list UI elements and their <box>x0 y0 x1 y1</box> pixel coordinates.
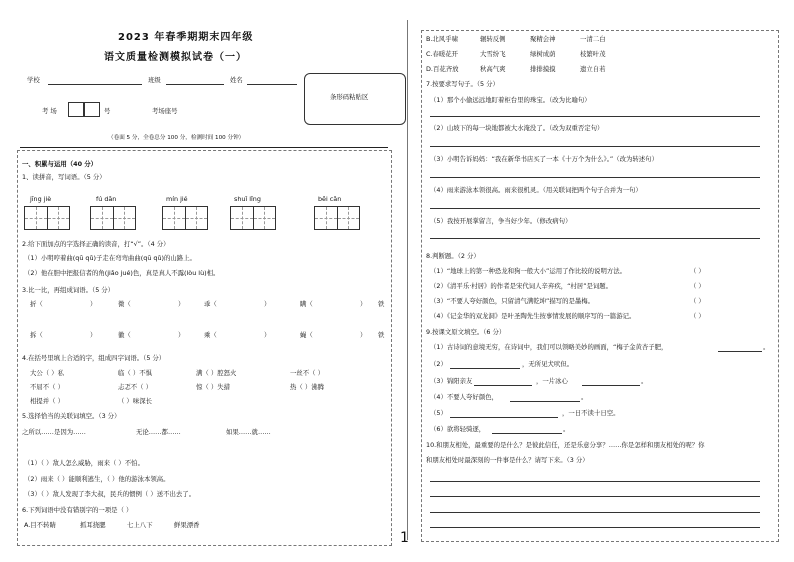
q6-c-4: 枝繁叶茂 <box>580 50 606 58</box>
q3-r1-c4: ） <box>178 300 185 308</box>
q10-title-2: 和朋友相处时最深刻的一件事是什么？请写下来。（3 分） <box>426 456 589 464</box>
q7-answer-line-2[interactable] <box>430 146 760 147</box>
q4-r1-c4: 一丝不（ ） <box>290 369 324 377</box>
q3-title: 3.比一比，再组成词语。（5 分） <box>22 286 115 294</box>
q8-paren-4[interactable]: （ ） <box>690 312 705 320</box>
q9-line6-end: 。 <box>563 425 570 433</box>
class-label: 班级 <box>148 76 161 84</box>
q4-r1-c1: 大公（ ）私 <box>30 369 64 377</box>
pinyin-2: fú dān <box>96 195 117 203</box>
q3-r2-c1: 拆（ <box>30 331 43 339</box>
q7-title: 7.按要求写句子。（5 分） <box>426 80 499 88</box>
class-field-line[interactable] <box>166 84 224 85</box>
q5-title: 5.选择恰当的关联词填空。（3 分） <box>22 412 121 420</box>
q5-line1: （1）（ ）敌人怎么威胁，雨来（ ）不怕。 <box>24 459 144 467</box>
center-divider <box>407 20 408 540</box>
q9-blank-6[interactable] <box>492 433 562 434</box>
seat-label: 考场座号 <box>152 107 178 115</box>
q6-b-1: B.北风乎啸 <box>426 35 458 43</box>
room-label: 考 场 <box>42 107 57 115</box>
tianzige-1[interactable] <box>24 206 70 230</box>
q9-line1: （1）古诗词的意境无穷，在诗词中，我们可以领略美妙的画面，“梅子金黄杏子肥， <box>430 343 668 351</box>
room-box-2[interactable] <box>84 102 100 117</box>
q7-answer-line-4[interactable] <box>430 208 760 209</box>
q4-r1-c3: 满（ ）腔怒火 <box>196 369 237 377</box>
room-suffix: 号 <box>104 107 111 115</box>
room-box-1[interactable] <box>68 102 84 117</box>
q5-line3: （3）（ ）敌人发现了李大叔，民兵的惯例（ ）送不出去了。 <box>24 490 196 498</box>
q3-r1-c3: 微（ <box>118 300 131 308</box>
q4-r1-c2: 临（ ）不惧 <box>118 369 152 377</box>
q6-a-4: 鲜果漂香 <box>174 521 200 529</box>
q10-answer-line-1[interactable] <box>430 481 760 482</box>
q9-blank-4[interactable] <box>510 401 580 402</box>
q8-item-2: （2）《清平乐·村居》的作者是宋代词人辛弃疾，“村居”是词题。 <box>430 282 613 290</box>
q9-line1-end: 。 <box>763 343 770 351</box>
q5-option-3: 如果……就…… <box>226 428 271 436</box>
school-label: 学校 <box>27 76 40 84</box>
q9-blank-5[interactable] <box>450 417 558 418</box>
q6-d-2: 秋高气爽 <box>480 65 506 73</box>
q9-line4-pre: （4）不要人夸好颜色， <box>430 393 498 401</box>
q3-r2-c2: ） <box>90 331 97 339</box>
q9-line2-pre: （2） <box>430 360 447 368</box>
q6-c-1: C.春暖花开 <box>426 50 459 58</box>
q4-r2-c4: 热（ ）沸腾 <box>290 383 324 391</box>
q9-blank-1[interactable] <box>718 351 762 352</box>
q10-answer-line-2[interactable] <box>430 496 760 497</box>
q5-option-2: 无论……都…… <box>136 428 181 436</box>
q5-line2: （2）雨来（ ）能顺利逃生，（ ）他的游泳本领高。 <box>24 475 170 483</box>
q9-line2-post: ，无所见犬吠但。 <box>522 360 574 368</box>
q7-item-4: （4）雨来游泳本领很高。雨来很机灵。（用关联词把两个句子合并为一句） <box>430 186 642 194</box>
q8-item-4: （4）《记金华的双龙洞》是叶圣陶先生按事情发展的顺序写的一篇游记。 <box>430 312 636 320</box>
q3-r2-c9: 铁 <box>378 331 385 339</box>
q6-b-4: 一清二白 <box>580 35 606 43</box>
q7-item-2: （2）山坡下的每一块地都被大水淹没了。（改为双重否定句） <box>430 124 604 132</box>
q9-line5-pre: （5） <box>430 409 447 417</box>
pinyin-4: shuǐ lǐng <box>234 195 261 203</box>
tianzige-2[interactable] <box>90 206 136 230</box>
name-label: 姓名 <box>230 76 243 84</box>
q3-r2-c6: ） <box>264 331 271 339</box>
q8-paren-1[interactable]: （ ） <box>690 267 705 275</box>
q9-blank-3a[interactable] <box>474 385 532 386</box>
q4-r2-c2: 忐忑不（ ） <box>118 383 152 391</box>
q8-item-3: （3）“不要人夸好颜色，只留清气满乾坤”描写的是墨梅。 <box>430 297 595 305</box>
q9-line3-post: ，一片冰心 <box>536 377 568 385</box>
q6-title: 6.下列词语中没有错别字的一项是（ ） <box>22 506 133 514</box>
q3-r2-c7: 蝇（ <box>300 331 313 339</box>
tianzige-4[interactable] <box>230 206 276 230</box>
q3-r2-c5: 乘（ <box>204 331 217 339</box>
q3-r2-c8: ） <box>360 331 367 339</box>
q2-line1: （1）小明哼着曲(qū qǔ)子走在弯弯曲曲(qū qǔ)的山路上。 <box>24 254 196 262</box>
q6-b-2: 辗转反侧 <box>480 35 506 43</box>
q10-answer-line-3[interactable] <box>430 512 760 513</box>
tianzige-5[interactable] <box>314 206 360 230</box>
q3-r1-c2: ） <box>90 300 97 308</box>
q9-line5-post: ，一日不读十日空。 <box>562 409 620 417</box>
pinyin-5: bēi cǎn <box>318 195 342 203</box>
q6-d-1: D.百花齐放 <box>426 65 459 73</box>
q10-title: 10.和朋友相处，最重要的是什么？是彼此信任，还是乐意分享？……你是怎样和朋友相处的呢？你 <box>426 441 705 449</box>
q6-b-3: 聚精会神 <box>530 35 556 43</box>
q8-paren-3[interactable]: （ ） <box>690 297 705 305</box>
exam-note: （卷面 5 分，全卷总分 100 分，检测时间 100 分钟） <box>108 135 245 141</box>
page-number: 1 <box>400 530 409 546</box>
q6-a-3: 七上八下 <box>127 521 153 529</box>
q3-r1-c7: 瞒（ <box>300 300 313 308</box>
q6-a-1: A.目不转睛 <box>24 521 56 529</box>
q8-item-1: （1）“地球上的第一种恐龙和狗一般大小”运用了作比较的说明方法。 <box>430 267 627 275</box>
exam-title-line2: 语文质量检测模拟试卷（一） <box>104 52 247 63</box>
section1-title: 一、积累与运用（40 分） <box>22 160 98 168</box>
tianzige-3[interactable] <box>162 206 208 230</box>
q6-c-2: 大雪纷飞 <box>480 50 506 58</box>
q3-r2-c3: 徽（ <box>118 331 131 339</box>
pinyin-3: mín jié <box>166 195 188 203</box>
q7-item-5: （5）我按开展掌留言，争当好少年。（修改病句） <box>430 217 572 225</box>
q4-r3-c2: （ ）味深长 <box>118 397 152 405</box>
q9-blank-3b[interactable] <box>582 385 640 386</box>
q9-title: 9.按课文原文填空。（6 分） <box>426 328 506 336</box>
q7-answer-line-1[interactable] <box>430 116 760 117</box>
q3-r1-c1: 折（ <box>30 300 43 308</box>
q4-r2-c3: 惊（ ）失措 <box>196 383 230 391</box>
q7-answer-line-3[interactable] <box>430 177 760 178</box>
q1-title: 1、读拼音，写词语。（5 分） <box>22 173 106 181</box>
q5-option-1: 之所以……是因为…… <box>22 428 86 436</box>
q6-a-2: 抓耳挠腮 <box>80 521 106 529</box>
q2-title: 2.给下面加点的字选择正确的读音，打“√”。（4 分） <box>22 240 170 248</box>
header-divider <box>20 147 388 148</box>
q4-r3-c1: 相提并（ ） <box>30 397 64 405</box>
q3-r1-c9: 铁 <box>378 300 385 308</box>
q3-r1-c6: ） <box>264 300 271 308</box>
q6-d-4: 遗立自若 <box>580 65 606 73</box>
q3-r1-c8: ） <box>360 300 367 308</box>
q4-r2-c1: 不屈不（ ） <box>30 383 64 391</box>
barcode-label: 条形码粘贴区 <box>330 93 369 101</box>
q9-line3-pre: （3）锦阳亲友 <box>430 377 473 385</box>
q9-line6-pre: （6）欲将轻骑逐， <box>430 425 486 433</box>
q7-answer-line-5[interactable] <box>430 238 760 239</box>
exam-title-line1: 2023 年春季期期末四年级 <box>118 32 254 43</box>
q6-c-3: 绿树成荫 <box>530 50 556 58</box>
school-field-line[interactable] <box>48 84 142 85</box>
q3-r2-c4: ） <box>178 331 185 339</box>
name-field-line[interactable] <box>247 84 297 85</box>
q9-line4-end: 。 <box>581 393 588 401</box>
pinyin-1: jīng jiè <box>30 195 52 203</box>
q4-title: 4.在括号里填上合适的字，组成四字词语。（5 分） <box>22 354 166 362</box>
q6-d-3: 排排摸摸 <box>530 65 556 73</box>
q8-title: 8.判断题。（2 分） <box>426 252 480 260</box>
q3-r1-c5: 乖（ <box>204 300 217 308</box>
q9-blank-2[interactable] <box>450 368 520 369</box>
q2-line2: （2）他在胆中把报信者的角(jiǎo jué)色，真是真人不露(lòu lù)相。 <box>24 269 220 277</box>
q7-item-3: （3）小明告诉妈妈：“我在新华书店买了一本《十万个为什么》。”（改为转述句） <box>430 155 658 163</box>
q9-line3-end: 。 <box>641 377 648 385</box>
q8-paren-2[interactable]: （ ） <box>690 282 705 290</box>
q10-answer-line-4[interactable] <box>430 527 760 528</box>
q7-item-1: （1）那个小偷远远地盯着柜台里的珠宝。（改为比喻句） <box>430 96 591 104</box>
